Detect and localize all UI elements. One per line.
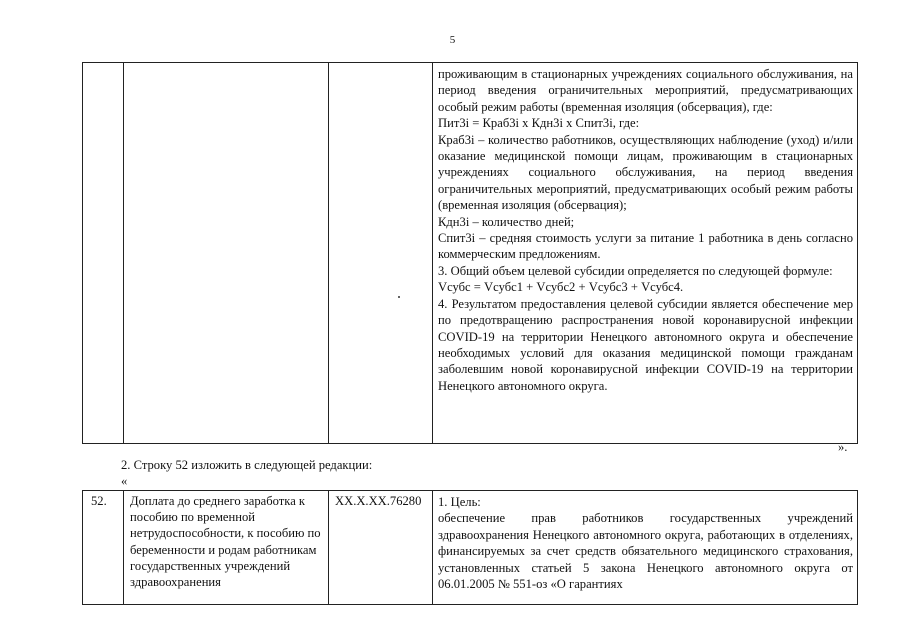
formula: Vсубс = Vсубс1 + Vсубс2 + Vсубс3 + Vсубс4. [438, 280, 684, 295]
paragraph: 4. Результатом предоставления целевой субсидии является обеспечение мер по предотвращению распространения новой коронавирусной инфекции COVID-19 на территории Ненецкого автономного округа и обеспечение необходимых условий для оказания медицинской помощи гражданам заболевшим новой коронавирусной инфекции COVID-19 на территории Ненецкого автономного округа. [438, 296, 853, 393]
paragraph: Краб3i – количество работников, осуществляющих наблюдение (уход) и/или оказание медицинской помощи лицам, проживающим в стационарных учреждениях социального обслуживания, на период введения ограничительных мероприятий, предусматривающих особый режим работы (временная изоляция (обсервация); [438, 132, 853, 213]
goal-text: обеспечение прав работников государственных учреждений здравоохранения Ненецкого автономного округа, работающих в отделениях, финансируемых за счет средств обязательного медицинского страхования, установленных статьей 5 закона Ненецкого автономного округа от 06.01.2005 № 551-оз «О гарантиях [438, 511, 853, 592]
budget-code: XX.X.XX.76280 [335, 494, 422, 508]
page-number: 5 [449, 34, 456, 46]
paragraph: Кдн3i – количество дней; [438, 214, 575, 229]
formula: Пит3i = Краб3i х Кдн3i х Спит3i, где: [438, 116, 640, 131]
instruction-paragraph: 2. Строку 52 изложить в следующей редакции: [121, 458, 373, 472]
opening-quote: « [121, 474, 128, 488]
goal-label: 1. Цель: [438, 495, 481, 509]
name-cell [124, 63, 329, 444]
closing-quote: ». [838, 440, 848, 454]
paragraph: 3. Общий объем целевой субсидии определяется по следующей формуле: [438, 263, 833, 278]
code-cell [329, 491, 433, 605]
description-cell [433, 491, 858, 605]
number-cell [83, 63, 124, 444]
paragraph: проживающим в стационарных учреждениях социального обслуживания, на период введения ограничительных мероприятий, предусматривающих особый режим работы (временная изоляция (обсервация), где: [438, 67, 853, 114]
row-number-cell [83, 491, 124, 605]
subsidy-name: Доплата до среднего заработка к пособию по временной нетрудоспособности, к пособию по беременности и родам работникам государственных учреждений здравоохранения [130, 494, 321, 590]
code-cell [329, 63, 433, 444]
name-cell [124, 491, 329, 605]
scan-speck [398, 296, 400, 298]
subsidy-table-row-52 [82, 490, 858, 605]
paragraph: Спит3i – средняя стоимость услуги за питание 1 работника в день согласно коммерческим предложениям. [438, 231, 853, 262]
row-number: 52. [91, 494, 107, 508]
subsidy-table-continued [82, 62, 858, 444]
description-cell [433, 63, 858, 444]
